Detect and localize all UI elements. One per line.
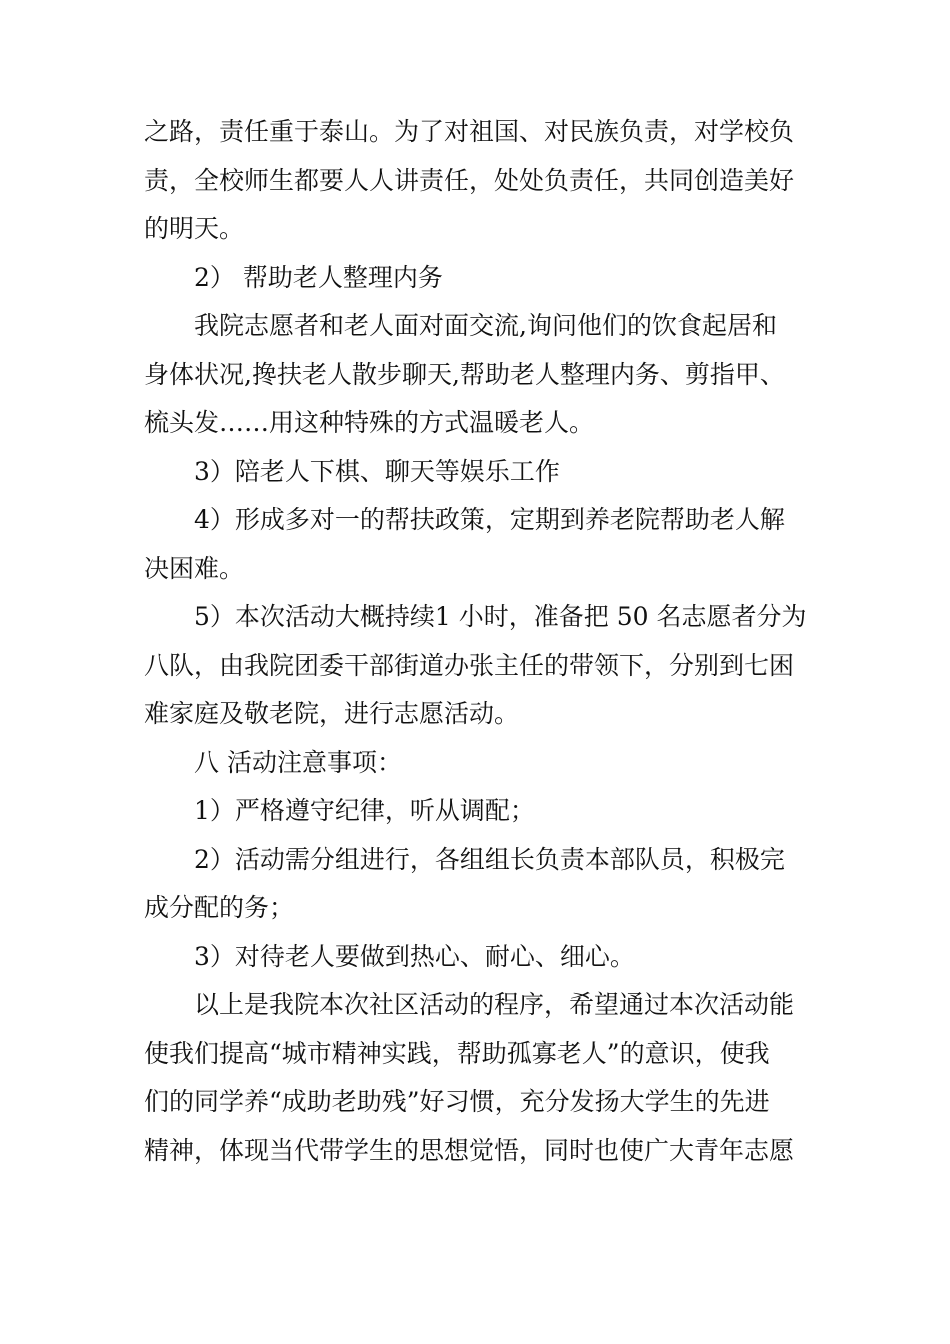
text-line: 的明天。 — [144, 214, 245, 243]
text-line: 八队，由我院团委干部街道办张主任的带领下，分别到七困 — [144, 650, 795, 680]
list-item: 4）形成多对一的帮扶政策，定期到养老院帮助老人解 — [194, 505, 785, 534]
section-heading: 八 活动注意事项： — [194, 747, 402, 777]
text-line: 们的同学养“成助老助残”好习惯，充分发扬大学生的先进 — [144, 1087, 770, 1116]
paragraph-first-line: 以上是我院本次社区活动的程序，希望通过本次活动能 — [194, 990, 795, 1019]
text-line: 难家庭及敬老院，进行志愿活动。 — [144, 699, 520, 728]
list-item-heading: 2） 帮助老人整理内务 — [194, 262, 443, 292]
document-body — [144, 108, 809, 1175]
list-item: 2）活动需分组进行，各组组长负责本部队员，积极完 — [194, 844, 785, 874]
text-line: 决困难。 — [144, 553, 245, 583]
list-item: 3）对待老人要做到热心、耐心、细心。 — [194, 941, 635, 971]
paragraph-first-line: 我院志愿者和老人面对面交流,询问他们的饮食起居和 — [194, 311, 777, 340]
list-item: 3）陪老人下棋、聊天等娱乐工作 — [194, 456, 560, 486]
text-line: 精神，体现当代带学生的思想觉悟，同时也使广大青年志愿 — [144, 1135, 795, 1165]
list-item: 5）本次活动大概持续1 小时，准备把 50 名志愿者分为 — [194, 602, 807, 631]
text-line: 成分配的务； — [144, 893, 295, 922]
text-line: 使我们提高“城市精神实践，帮助孤寡老人”的意识，使我 — [144, 1038, 770, 1068]
text-line: 梳头发……用这种特殊的方式温暖老人。 — [144, 408, 595, 437]
text-line: 之路，责任重于泰山。为了对祖国、对民族负责，对学校负 — [144, 117, 795, 146]
list-item: 1）严格遵守纪律，听从调配； — [194, 796, 535, 825]
text-line: 身体状况,搀扶老人散步聊天,帮助老人整理内务、剪指甲、 — [144, 359, 785, 389]
text-line: 责，全校师生都要人人讲责任，处处负责任，共同创造美好 — [144, 165, 795, 195]
